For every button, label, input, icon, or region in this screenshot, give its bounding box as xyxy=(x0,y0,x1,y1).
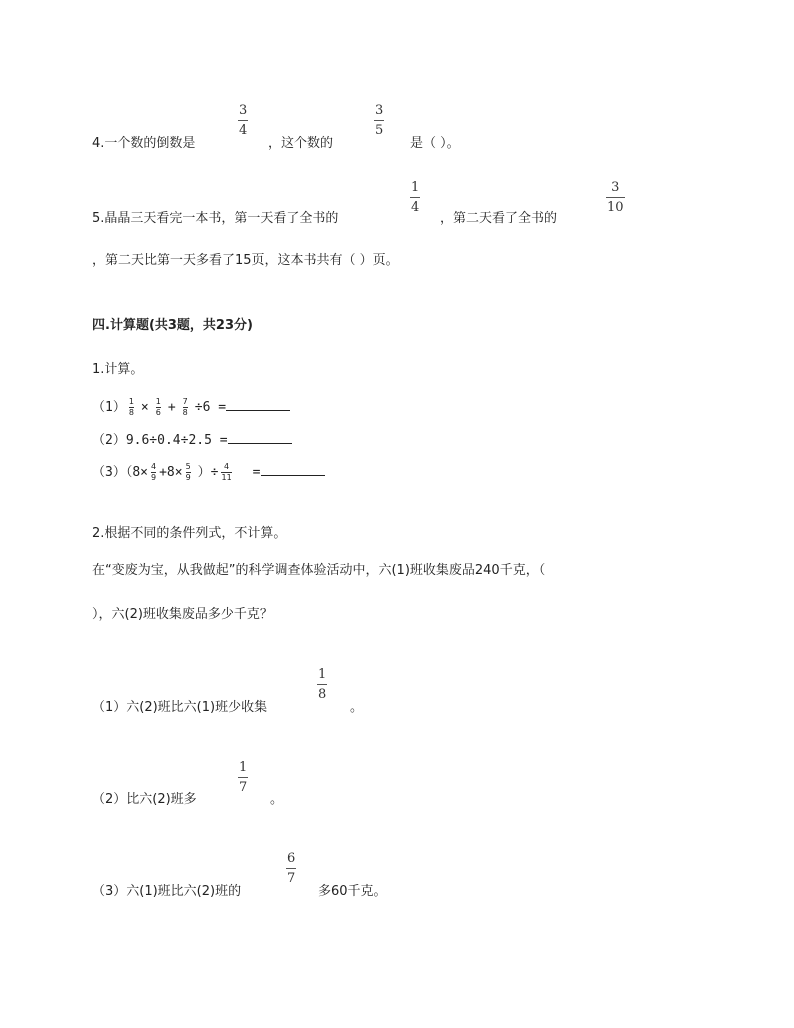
q5-fraction-1 xyxy=(410,181,420,214)
operator: + xyxy=(167,400,176,415)
calc1-title: 1.计算。 xyxy=(92,362,144,377)
calc2-stem-line-1: 在“变废为宝，从我做起”的科学调查体验活动中，六(1)班收集废品240千克，（ xyxy=(92,563,546,578)
inline-fraction xyxy=(156,398,161,417)
fraction-bar xyxy=(238,120,248,121)
operator: × xyxy=(140,400,149,415)
answer-blank[interactable] xyxy=(226,398,290,411)
fraction-denominator: 6 xyxy=(155,408,161,417)
inline-fraction xyxy=(183,398,188,417)
answer-blank[interactable] xyxy=(261,463,325,476)
fraction-denominator: 11 xyxy=(221,473,232,482)
line-equals: = xyxy=(252,465,261,480)
section-heading: 四.计算题(共3题，共23分) xyxy=(92,318,253,333)
q5-text-3: ，第二天比第一天多看了15页，这本书共有（ ）页。 xyxy=(92,253,399,268)
inline-fraction xyxy=(221,463,231,482)
calc1-line-2 xyxy=(92,429,292,448)
calc2-title: 2.根据不同的条件列式，不计算。 xyxy=(92,526,287,541)
q4-text-2: ，这个数的 xyxy=(268,136,334,151)
fraction-denominator: 4 xyxy=(411,200,420,215)
sub2-text-1: （2）比六(2)班多 xyxy=(92,792,197,807)
sub3-text-2: 多60千克。 xyxy=(318,884,387,899)
line-prefix: （3）（8× xyxy=(92,465,148,480)
fraction-numerator: 1 xyxy=(411,180,420,195)
fraction-numerator: 1 xyxy=(155,397,161,406)
line-close: ）÷ xyxy=(197,465,219,480)
line-prefix: （1） xyxy=(92,400,126,415)
fraction-numerator: 1 xyxy=(318,667,327,682)
fraction-denominator: 7 xyxy=(287,871,296,886)
line-rest: ÷6 = xyxy=(194,400,227,415)
calc1-line-1 xyxy=(92,396,290,417)
fraction-bar xyxy=(286,868,296,869)
fraction-denominator: 9 xyxy=(150,473,157,482)
q4-fraction-2 xyxy=(374,104,384,137)
fraction-denominator: 5 xyxy=(375,123,384,138)
fraction-bar xyxy=(410,197,420,198)
inline-fraction xyxy=(129,398,134,417)
fraction-numerator: 6 xyxy=(287,851,296,866)
line-text: （2）9.6÷0.4÷2.5 = xyxy=(92,433,228,448)
fraction-numerator: 1 xyxy=(239,760,248,775)
fraction-numerator: 1 xyxy=(128,397,134,406)
sub1-text-1: （1）六(2)班比六(1)班少收集 xyxy=(92,700,268,715)
fraction-bar xyxy=(317,684,327,685)
fraction-denominator: 7 xyxy=(239,780,248,795)
inline-fraction xyxy=(186,463,191,482)
fraction-denominator: 4 xyxy=(239,123,248,138)
fraction-numerator: 3 xyxy=(375,103,384,118)
fraction-denominator: 8 xyxy=(182,408,188,417)
fraction-numerator: 4 xyxy=(224,462,230,471)
q4-fraction-1 xyxy=(238,104,248,137)
calc1-line-3 xyxy=(92,461,325,482)
fraction-numerator: 4 xyxy=(150,462,157,471)
sub2-fraction xyxy=(238,761,248,794)
fraction-denominator: 8 xyxy=(128,408,134,417)
answer-blank[interactable] xyxy=(228,431,292,444)
fraction-denominator: 9 xyxy=(185,473,191,482)
q5-fraction-2 xyxy=(606,181,625,214)
sub1-text-2: 。 xyxy=(350,700,364,715)
sub1-fraction xyxy=(317,668,327,701)
q5-text-2: ，第二天看了全书的 xyxy=(440,211,558,226)
q5-text-1: 5.晶晶三天看完一本书，第一天看了全书的 xyxy=(92,211,339,226)
fraction-denominator: 8 xyxy=(318,687,327,702)
calc2-stem-line-2: ），六(2)班收集废品多少千克？ xyxy=(92,607,273,622)
sub2-text-2: 。 xyxy=(270,792,284,807)
fraction-numerator: 7 xyxy=(182,397,188,406)
sub3-fraction xyxy=(286,852,296,885)
fraction-bar xyxy=(238,777,248,778)
q4-text-1: 4.一个数的倒数是 xyxy=(92,136,196,151)
fraction-bar xyxy=(606,197,625,198)
fraction-numerator: 3 xyxy=(611,180,620,195)
line-mid: +8× xyxy=(159,465,183,480)
fraction-numerator: 3 xyxy=(239,103,248,118)
inline-fraction xyxy=(151,463,156,482)
fraction-bar xyxy=(374,120,384,121)
fraction-denominator: 10 xyxy=(607,200,624,215)
sub3-text-1: （3）六(1)班比六(2)班的 xyxy=(92,884,242,899)
q4-text-3: 是（ ）。 xyxy=(410,136,460,151)
fraction-numerator: 5 xyxy=(185,462,191,471)
